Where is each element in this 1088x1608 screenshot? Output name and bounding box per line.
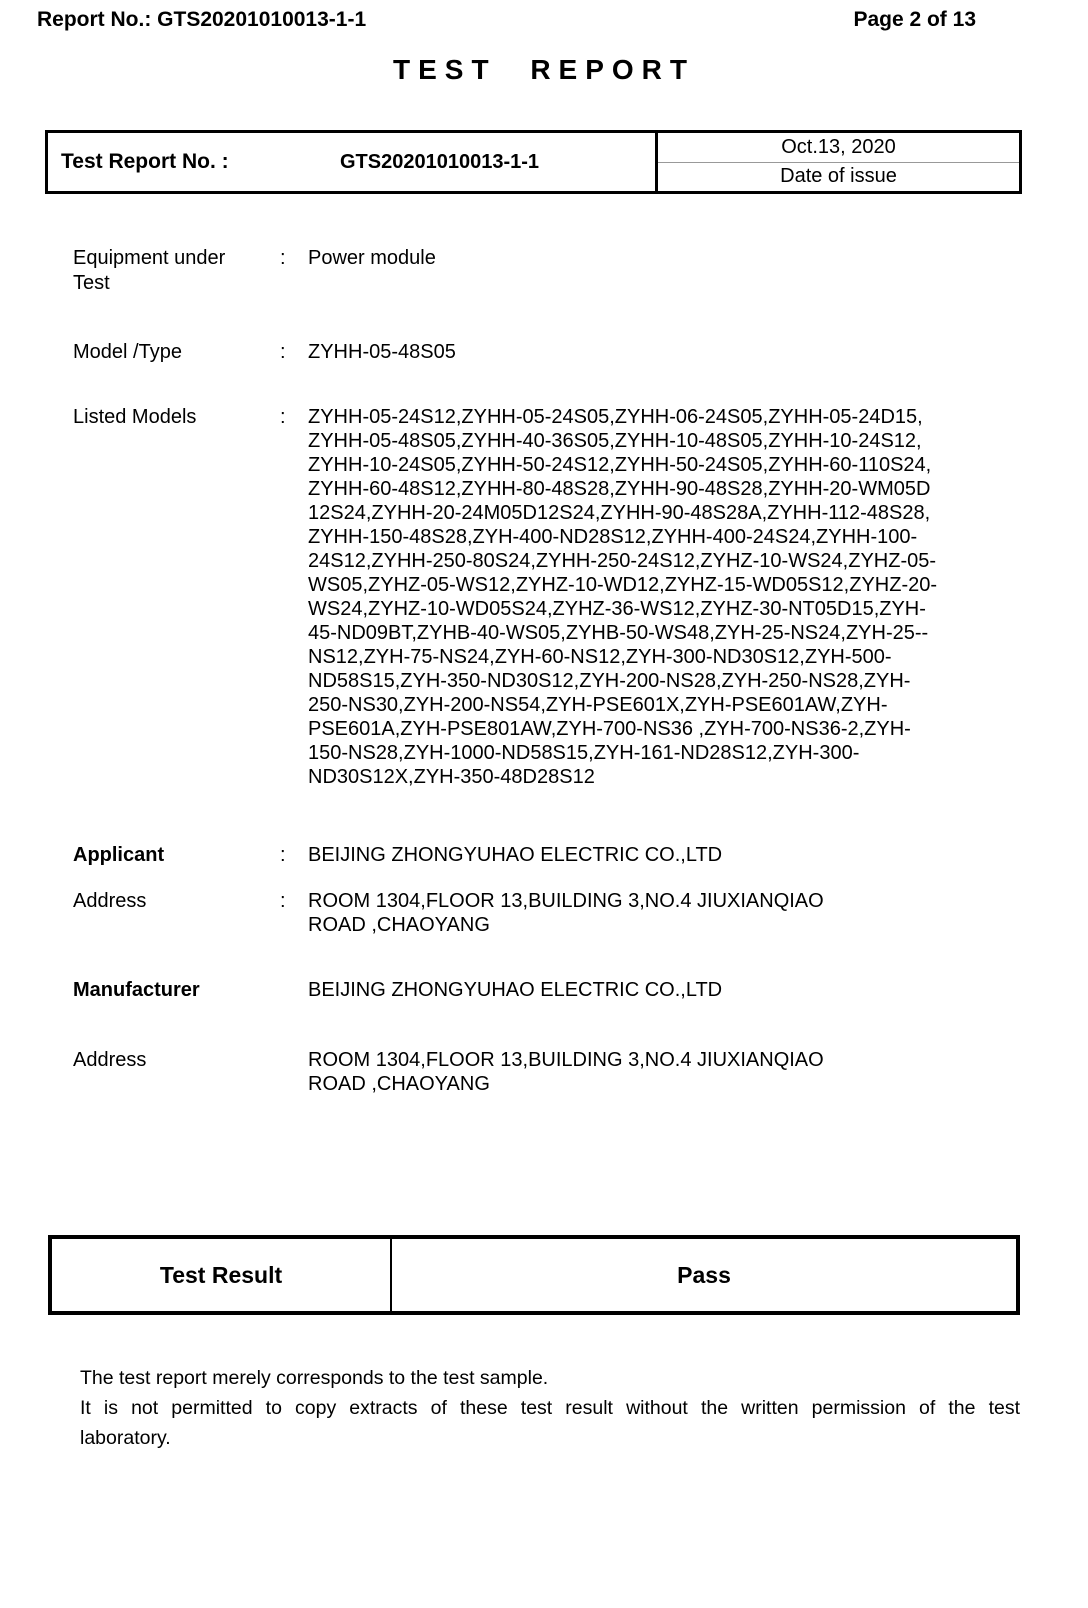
field-row-listed-models xyxy=(73,405,1088,789)
listed-models-line: ZYHH-10-24S05,ZYHH-50-24S12,ZYHH-50-24S05,ZYHH-60-110S24, xyxy=(308,454,932,476)
issue-date-value: Oct.13, 2020 xyxy=(658,133,1019,163)
listed-models-value xyxy=(308,405,1088,789)
header-report-no: Report No.: GTS20201010013-1-1 xyxy=(37,8,367,31)
listed-models-line: ND58S15,ZYH-350-ND30S12,ZYH-200-NS28,ZYH-250-NS28,ZYH- xyxy=(308,670,911,692)
issue-date-label: Date of issue xyxy=(780,165,897,188)
equipment-label: Equipment under Test xyxy=(73,247,226,294)
listed-models-line: NS12,ZYH-75-NS24,ZYH-60-NS12,ZYH-300-ND30S12,ZYH-500- xyxy=(308,646,892,668)
page-title: TEST REPORT xyxy=(392,54,695,85)
model-colon: : xyxy=(280,341,286,363)
listed-models-line: 250-NS30,ZYH-200-NS54,ZYH-PSE601X,ZYH-PSE601AW,ZYH- xyxy=(308,694,888,716)
report-number-table xyxy=(45,130,1022,194)
applicant-address-line: ROAD ,CHAOYANG xyxy=(308,914,490,936)
listed-models-line: ZYHH-05-48S05,ZYHH-40-36S05,ZYHH-10-48S05,ZYHH-10-24S12, xyxy=(308,430,922,452)
listed-models-colon: : xyxy=(280,406,286,428)
listed-models-line: ND30S12X,ZYH-350-48D28S12 xyxy=(308,766,595,788)
info-fields xyxy=(0,246,1088,1096)
model-label: Model /Type xyxy=(73,341,182,363)
field-row-equipment xyxy=(73,246,1088,296)
test-result-value-cell: Pass xyxy=(677,1261,731,1288)
applicant-colon: : xyxy=(280,844,286,866)
listed-models-line: 12S24,ZYHH-20-24M05D12S24,ZYHH-90-48S28A,ZYHH-112-48S28, xyxy=(308,502,931,524)
issue-date-cell xyxy=(658,133,1019,191)
listed-models-line: PSE601A,ZYH-PSE801AW,ZYH-700-NS36 ,ZYH-700-NS36-2,ZYH- xyxy=(308,718,911,740)
test-result-table xyxy=(48,1235,1020,1315)
field-row-manufacturer xyxy=(73,978,1088,1003)
field-row-manufacturer-address xyxy=(73,1048,1088,1096)
applicant-address-label: Address xyxy=(73,890,147,912)
test-result-label-cell: Test Result xyxy=(52,1239,392,1311)
manufacturer-address-line: ROOM 1304,FLOOR 13,BUILDING 3,NO.4 JIUXIANQIAO xyxy=(308,1049,824,1071)
listed-models-line: ZYHH-60-48S12,ZYHH-80-48S28,ZYHH-90-48S28,ZYHH-20-WM05D xyxy=(308,478,931,500)
header-page-indicator: Page 2 of 13 xyxy=(853,8,976,31)
listed-models-line: 24S12,ZYHH-250-80S24,ZYHH-250-24S12,ZYHZ-10-WS24,ZYHZ-05- xyxy=(308,550,937,572)
footer-note xyxy=(80,1363,1020,1453)
applicant-value: BEIJING ZHONGYUHAO ELECTRIC CO.,LTD xyxy=(308,844,723,866)
listed-models-line: 150-NS28,ZYH-1000-ND58S15,ZYH-161-ND28S12,ZYH-300- xyxy=(308,742,860,764)
equipment-colon: : xyxy=(280,247,286,269)
field-row-applicant xyxy=(73,843,1088,868)
listed-models-line: ZYHH-150-48S28,ZYH-400-ND28S12,ZYHH-400-24S24,ZYHH-100- xyxy=(308,526,918,548)
report-number-cell xyxy=(48,133,658,191)
footer-line-1: The test report merely corresponds to the test sample. xyxy=(80,1367,549,1389)
applicant-label: Applicant xyxy=(73,844,165,866)
model-value: ZYHH-05-48S05 xyxy=(308,341,456,363)
listed-models-line: 45-ND09BT,ZYHB-40-WS05,ZYHB-50-WS48,ZYH-25-NS24,ZYH-25-- xyxy=(308,622,929,644)
report-number-value: GTS20201010013-1-1 xyxy=(340,150,540,173)
footer-line-3: laboratory. xyxy=(80,1427,171,1449)
equipment-value: Power module xyxy=(308,247,436,269)
listed-models-line: WS05,ZYHZ-05-WS12,ZYHZ-10-WD12,ZYHZ-15-WD05S12,ZYHZ-20- xyxy=(308,574,938,596)
field-row-model xyxy=(73,340,1088,365)
field-row-applicant-address xyxy=(73,889,1088,937)
manufacturer-address-value xyxy=(308,1048,1088,1096)
applicant-address-value xyxy=(308,889,1088,937)
manufacturer-value: BEIJING ZHONGYUHAO ELECTRIC CO.,LTD xyxy=(308,979,723,1001)
listed-models-line: WS24,ZYHZ-10-WD05S24,ZYHZ-36-WS12,ZYHZ-30-NT05D15,ZYH- xyxy=(308,598,926,620)
manufacturer-address-line: ROAD ,CHAOYANG xyxy=(308,1073,490,1095)
manufacturer-address-label: Address xyxy=(73,1049,147,1071)
footer-line-2: It is not permitted to copy extracts of these test result without the written permission of the test xyxy=(80,1397,1020,1419)
report-number-label: Test Report No. : xyxy=(61,150,229,173)
applicant-address-line: ROOM 1304,FLOOR 13,BUILDING 3,NO.4 JIUXIANQIAO xyxy=(308,890,824,912)
listed-models-label: Listed Models xyxy=(73,406,197,428)
page-header xyxy=(0,0,1088,32)
applicant-address-colon: : xyxy=(280,890,286,912)
manufacturer-label: Manufacturer xyxy=(73,979,200,1001)
listed-models-line: ZYHH-05-24S12,ZYHH-05-24S05,ZYHH-06-24S05,ZYHH-05-24D15, xyxy=(308,406,923,428)
